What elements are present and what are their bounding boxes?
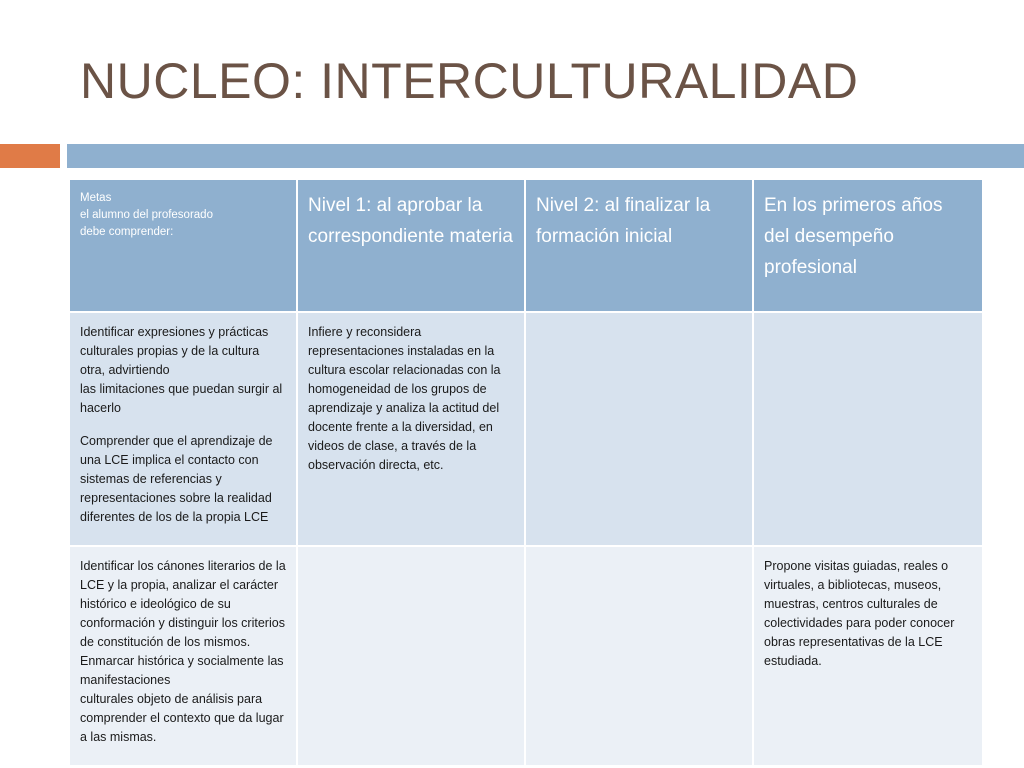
header-metas: Metas el alumno del profesorado debe comprender: <box>69 179 297 312</box>
cell-nivel-1: Infiere y reconsidera representaciones instaladas en la cultura escolar relacionadas con la homogeneidad de los grupos de aprendizaje y analiza la actitud del docente frente a la diversidad, en videos de clase, a través de la observación directa, etc. <box>297 312 525 546</box>
competency-table <box>68 178 984 767</box>
metas-paragraph: Comprender que el aprendizaje de una LCE implica el contacto con sistemas de referencias y representaciones sobre la realidad diferentes de los de la propia LCE <box>80 434 273 524</box>
cell-nivel-2 <box>525 546 753 766</box>
table-row <box>69 312 983 546</box>
cell-desempeno <box>753 312 983 546</box>
metas-paragraph: Identificar expresiones y prácticas culturales propias y de la cultura otra, advirtiendo las limitaciones que puedan surgir al hacerlo <box>80 325 283 415</box>
cell-nivel-2 <box>525 312 753 546</box>
metas-paragraph: Identificar los cánones literarios de la LCE y la propia, analizar el carácter histórico e ideológico de su conformación y distinguir los criterios de constitución de los mismos. Enmarcar histórica y socialmente las manifestaciones culturales objeto de análisis para comprender el contexto que da lugar a las mismas. <box>80 559 286 744</box>
cell-desempeno: Propone visitas guiadas, reales o virtuales, a bibliotecas, museos, muestras, centros culturales de colectividades para poder conocer obras representativas de la LCE estudiada. <box>753 546 983 766</box>
cell-nivel-1 <box>297 546 525 766</box>
header-desempeno: En los primeros años del desempeño profesional <box>753 179 983 312</box>
header-row <box>69 179 983 312</box>
header-nivel-1: Nivel 1: al aprobar la correspondiente materia <box>297 179 525 312</box>
cell-metas <box>69 546 297 766</box>
header-nivel-2: Nivel 2: al finalizar la formación inicial <box>525 179 753 312</box>
accent-bar-orange <box>0 144 60 168</box>
accent-bar-blue <box>67 144 1024 168</box>
table-row <box>69 546 983 766</box>
cell-metas <box>69 312 297 546</box>
slide-title: NUCLEO: INTERCULTURALIDAD <box>80 53 859 109</box>
